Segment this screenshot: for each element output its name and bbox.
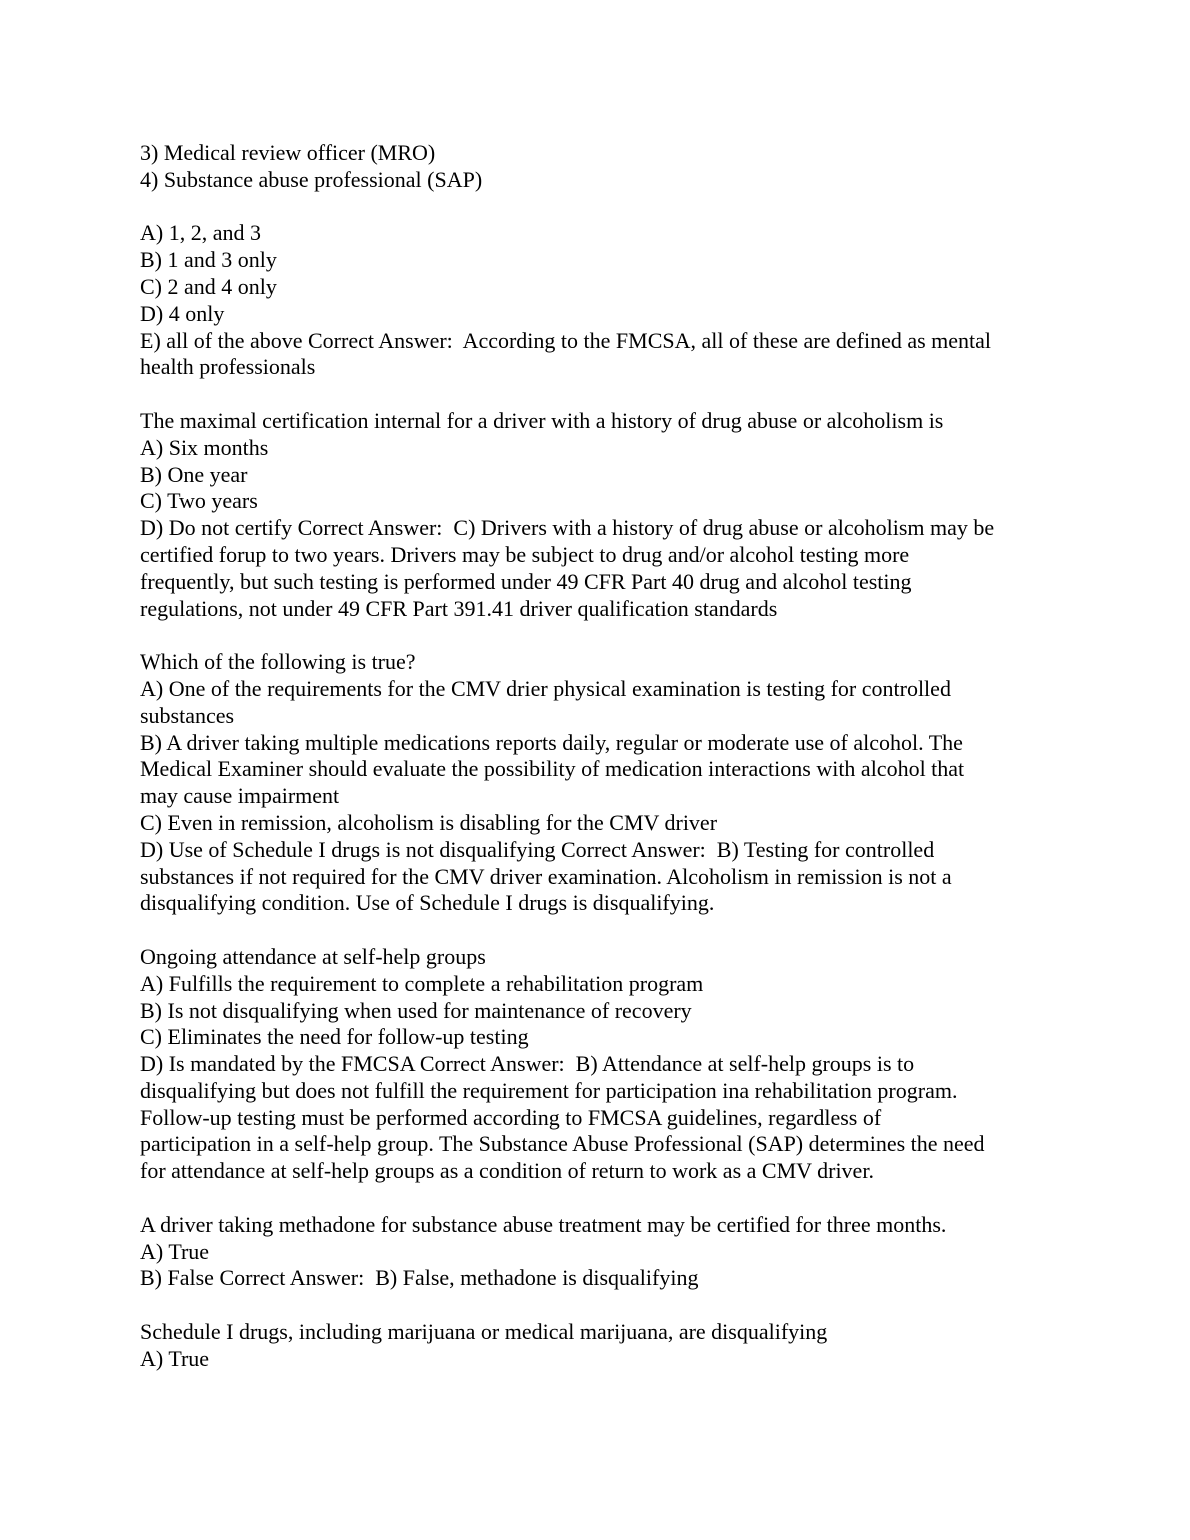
text-line: D) Is mandated by the FMCSA Correct Answer: B) Attendance at self-help groups is to (140, 1051, 915, 1077)
text-line: A) True (140, 1345, 210, 1371)
blank-line (140, 381, 1070, 408)
text-line: substances if not required for the CMV driver examination. Alcoholism in remission is not a (140, 863, 952, 889)
text-line: D) Use of Schedule I drugs is not disqualifying Correct Answer: B) Testing for controlled (140, 836, 935, 862)
text-line: Which of the following is true? (140, 649, 416, 675)
text-line: C) Two years (140, 488, 258, 514)
text-line: substances (140, 702, 235, 728)
text-line: A) True (140, 1238, 210, 1264)
text-line: A) One of the requirements for the CMV drier physical examination is testing for controlled (140, 675, 951, 701)
text-line: Follow-up testing must be performed according to FMCSA guidelines, regardless of (140, 1104, 882, 1130)
text-line: B) False Correct Answer: B) False, methadone is disqualifying (140, 1265, 699, 1291)
text-line: A) Fulfills the requirement to complete a rehabilitation program (140, 970, 704, 996)
text-line: D) 4 only (140, 300, 225, 326)
text-line: certified forup to two years. Drivers may be subject to drug and/or alcohol testing more (140, 541, 910, 567)
text-line: A driver taking methadone for substance abuse treatment may be certified for three months. (140, 1211, 947, 1237)
text-line: for attendance at self-help groups as a condition of return to work as a CMV driver. (140, 1158, 874, 1184)
text-line: C) Even in remission, alcoholism is disabling for the CMV driver (140, 809, 718, 835)
text-line: A) 1, 2, and 3 (140, 220, 261, 246)
text-line: A) Six months (140, 434, 269, 460)
text-line: The maximal certification internal for a driver with a history of drug abuse or alcoholism is (140, 407, 944, 433)
text-line: 3) Medical review officer (MRO) (140, 140, 436, 165)
blank-line (140, 1185, 1070, 1212)
text-line: disqualifying but does not fulfill the requirement for participation ina rehabilitation program. (140, 1077, 958, 1103)
text-line: health professionals (140, 354, 316, 380)
text-line: may cause impairment (140, 783, 340, 809)
blank-line (140, 1292, 1070, 1319)
text-line: B) 1 and 3 only (140, 247, 277, 273)
text-line: E) all of the above Correct Answer: According to the FMCSA, all of these are defined as mental (140, 327, 992, 353)
text-line: Medical Examiner should evaluate the possibility of medication interactions with alcohol that (140, 756, 965, 782)
text-line: regulations, not under 49 CFR Part 391.41 driver qualification standards (140, 595, 778, 621)
text-line: B) One year (140, 461, 248, 487)
document-page (140, 140, 1070, 1373)
blank-line (140, 917, 1070, 944)
text-line: frequently, but such testing is performed under 49 CFR Part 40 drug and alcohol testing (140, 568, 912, 594)
text-line: B) Is not disqualifying when used for maintenance of recovery (140, 997, 692, 1023)
text-line: C) 2 and 4 only (140, 273, 277, 299)
text-line: D) Do not certify Correct Answer: C) Drivers with a history of drug abuse or alcoholism may be (140, 515, 995, 541)
blank-line (140, 622, 1070, 649)
text-line: B) A driver taking multiple medications reports daily, regular or moderate use of alcohol. The (140, 729, 963, 755)
text-line: participation in a self-help group. The Substance Abuse Professional (SAP) determines the need (140, 1131, 985, 1157)
text-line: C) Eliminates the need for follow-up testing (140, 1024, 529, 1050)
text-line: 4) Substance abuse professional (SAP) (140, 166, 483, 192)
blank-line (140, 194, 1070, 221)
text-line: disqualifying condition. Use of Schedule I drugs is disqualifying. (140, 890, 715, 916)
text-line: Ongoing attendance at self-help groups (140, 943, 486, 969)
text-line: Schedule I drugs, including marijuana or medical marijuana, are disqualifying (140, 1319, 828, 1345)
